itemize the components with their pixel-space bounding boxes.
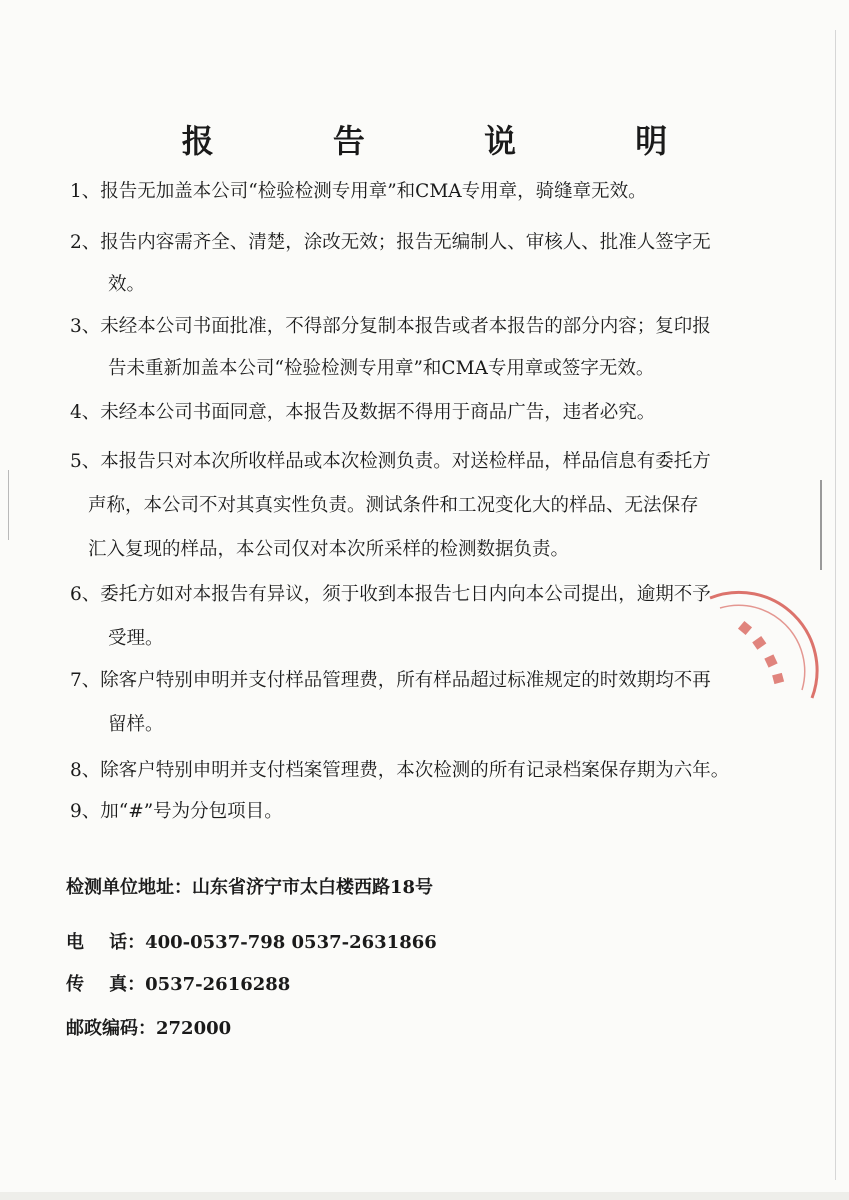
postcode-label: 邮政编码： xyxy=(66,1018,156,1039)
note-line: 告未重新加盖本公司“检验检测专用章”和CMA专用章或签字无效。 xyxy=(108,358,655,379)
note-line: 6、委托方如对本报告有异议，须于收到本报告七日内向本公司提出，逾期不予 xyxy=(70,584,711,605)
company-seal-stamp xyxy=(700,578,820,728)
note-line: 1、报告无加盖本公司“检验检测专用章”和CMA专用章，骑缝章无效。 xyxy=(70,181,647,202)
scan-edge-line xyxy=(835,30,836,1180)
postcode-line xyxy=(66,1014,231,1040)
note-line: 4、未经本公司书面同意，本报告及数据不得用于商品广告，违者必究。 xyxy=(70,402,656,423)
scan-bottom-edge xyxy=(0,1192,849,1200)
note-line: 3、未经本公司书面批准，不得部分复制本报告或者本报告的部分内容；复印报 xyxy=(70,316,711,337)
note-line: 5、本报告只对本次所收样品或本次检测负责。对送检样品，样品信息有委托方 xyxy=(70,451,711,472)
scan-edge-mark-right xyxy=(820,480,822,570)
note-line: 留样。 xyxy=(108,714,164,735)
fax-value: 0537-2616288 xyxy=(145,974,291,995)
note-line: 8、除客户特别申明并支付档案管理费，本次检测的所有记录档案保存期为六年。 xyxy=(70,760,730,781)
note-line: 7、除客户特别申明并支付样品管理费，所有样品超过标准规定的时效期均不再 xyxy=(70,670,711,691)
phone-value: 400-0537-798 0537-2631866 xyxy=(145,932,437,953)
note-line: 汇入复现的样品，本公司仅对本次所采样的检测数据负责。 xyxy=(88,539,570,560)
page-title: 报 告 说 明 xyxy=(181,122,722,160)
note-line: 声称，本公司不对其真实性负责。测试条件和工况变化大的样品、无法保存 xyxy=(88,495,699,516)
note-line: 2、报告内容需齐全、清楚，涂改无效；报告无编制人、审核人、批准人签字无 xyxy=(70,232,711,253)
address-line xyxy=(66,873,433,899)
fax-label: 传 真： xyxy=(66,974,146,995)
note-line: 受理。 xyxy=(108,628,164,649)
postcode-value: 272000 xyxy=(156,1018,232,1039)
note-line: 效。 xyxy=(108,274,146,295)
phone-line xyxy=(66,928,437,954)
fax-line xyxy=(66,970,290,996)
note-line: 9、加“#”号为分包项目。 xyxy=(70,801,283,822)
phone-label: 电 话： xyxy=(66,932,146,953)
address-label: 检测单位地址： xyxy=(66,877,192,898)
scan-edge-mark xyxy=(8,470,9,540)
address-value: 山东省济宁市太白楼西路18号 xyxy=(192,877,434,898)
